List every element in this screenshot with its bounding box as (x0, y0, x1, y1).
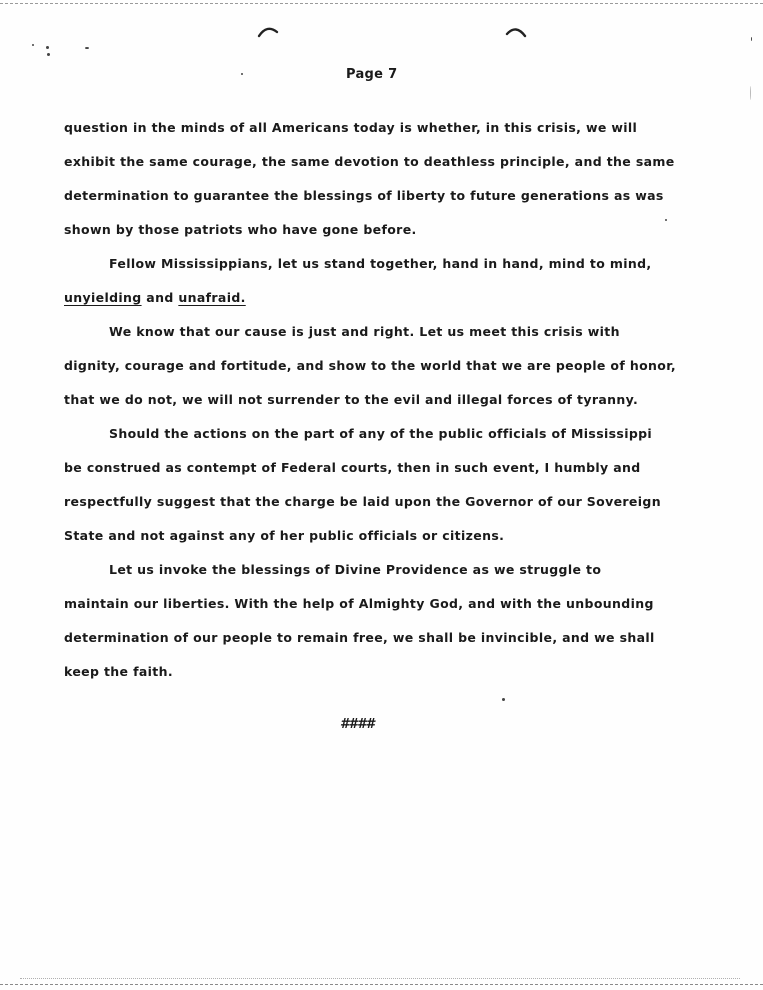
text-line: keep the faith. (64, 664, 173, 679)
scan-speck (85, 47, 89, 49)
text-line: Fellow Mississippians, let us stand together, hand in hand, mind to mind, (109, 256, 652, 271)
text-line: shown by those patriots who have gone before. (64, 222, 417, 237)
page-number: Page 7 (346, 67, 398, 82)
scan-speck (47, 53, 50, 56)
punch-hole-mark-left (257, 24, 279, 38)
scan-speck (502, 698, 505, 701)
text-line: dignity, courage and fortitude, and show to the world that we are people of honor, (64, 358, 676, 373)
text-line: determination of our people to remain free, we shall be invincible, and we shall (64, 630, 655, 645)
scan-speck (241, 73, 243, 75)
text-line: exhibit the same courage, the same devotion to deathless principle, and the same (64, 154, 675, 169)
scan-speck (750, 86, 751, 100)
underlined-word: unyielding (64, 290, 142, 305)
text-line: question in the minds of all Americans today is whether, in this crisis, we will (64, 120, 638, 135)
top-edge-dashes (0, 3, 763, 4)
scan-speck (46, 46, 49, 49)
text-line: maintain our liberties. With the help of Almighty God, and with the unbounding (64, 596, 654, 611)
text-line: We know that our cause is just and right. Let us meet this crisis with (109, 324, 620, 339)
text-line: Should the actions on the part of any of the public officials of Mississippi (109, 426, 653, 441)
text-line: be construed as contempt of Federal courts, then in such event, I humbly and (64, 460, 641, 475)
text-line: determination to guarantee the blessings of liberty to future generations as was (64, 188, 664, 203)
scan-speck (751, 37, 752, 41)
bottom-edge-dashes (0, 984, 763, 985)
body-text (64, 111, 694, 689)
text-line: Let us invoke the blessings of Divine Providence as we struggle to (109, 562, 602, 577)
punch-hole-mark-right (505, 24, 527, 38)
text-line: that we do not, we will not surrender to the evil and illegal forces of tyranny. (64, 392, 639, 407)
text-line-underlined (64, 281, 694, 315)
bottom-edge-dots (20, 978, 740, 979)
text-line: State and not against any of her public officials or citizens. (64, 528, 505, 543)
scan-speck (32, 44, 34, 46)
text-line: respectfully suggest that the charge be laid upon the Governor of our Sovereign (64, 494, 661, 509)
end-of-document-mark: #### (340, 717, 375, 732)
underlined-word: unafraid. (178, 290, 246, 305)
connector-word: and (141, 290, 179, 305)
